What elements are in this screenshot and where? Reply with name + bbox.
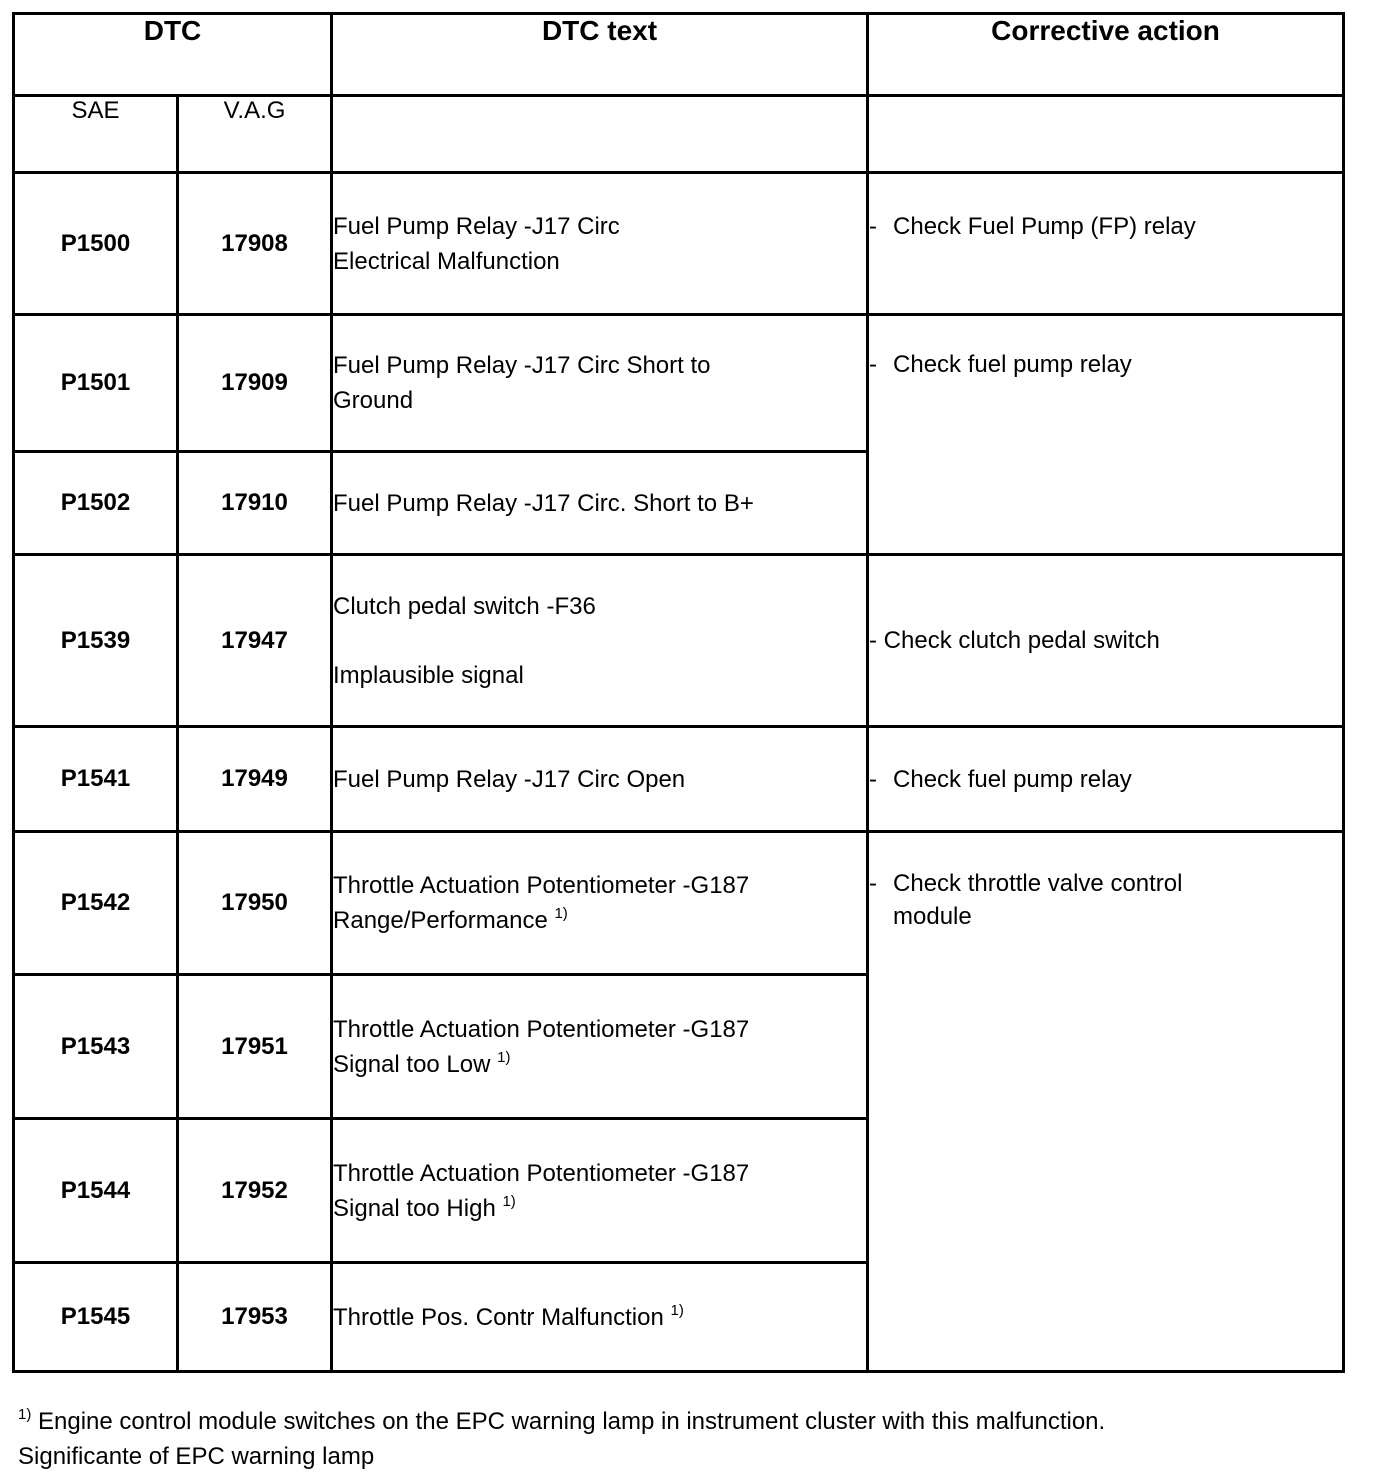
- dtc-text: [332, 315, 868, 452]
- header-dtc-text: DTC text: [332, 14, 868, 96]
- dtc-text-line: Throttle Actuation Potentiometer -G187: [333, 1159, 750, 1187]
- footnote-ref: 1): [670, 1301, 684, 1319]
- dtc-text-line: Fuel Pump Relay -J17 Circ: [333, 212, 620, 240]
- subheader-empty-text: [332, 96, 868, 173]
- dtc-text-line: Electrical Malfunction: [333, 247, 560, 275]
- dtc-text-line: Fuel Pump Relay -J17 Circ Short to: [333, 352, 711, 379]
- vag-code: 17950: [178, 832, 332, 975]
- dtc-text-line: Throttle Pos. Contr Malfunction: [333, 1303, 664, 1331]
- table-row: [14, 555, 1344, 727]
- action-text: Check fuel pump relay: [893, 765, 1132, 793]
- bullet-dash: -: [869, 765, 878, 793]
- table-row: [14, 832, 1344, 975]
- dtc-text-line: Signal too High: [333, 1194, 496, 1222]
- corrective-action: [868, 315, 1344, 555]
- footnote-ref: 1): [502, 1192, 516, 1210]
- sae-code: P1539: [14, 555, 178, 727]
- bullet-dash: -: [869, 870, 878, 897]
- sae-code: P1544: [14, 1119, 178, 1263]
- vag-code: 17947: [178, 555, 332, 727]
- subheader-sae: SAE: [14, 96, 178, 173]
- dtc-text: [332, 975, 868, 1119]
- corrective-action: [868, 727, 1344, 832]
- header-dtc: DTC: [14, 14, 332, 96]
- action-text: Check Fuel Pump (FP) relay: [893, 213, 1196, 240]
- vag-code: 17909: [178, 315, 332, 452]
- sae-code: P1543: [14, 975, 178, 1119]
- vag-code: 17910: [178, 452, 332, 555]
- dtc-text-line: Throttle Actuation Potentiometer -G187: [333, 1015, 750, 1043]
- dtc-text: [332, 832, 868, 975]
- subheader-vag: V.A.G: [178, 96, 332, 173]
- header-corrective-action: Corrective action: [868, 14, 1344, 96]
- table-row: [14, 315, 1344, 452]
- sae-code: P1545: [14, 1263, 178, 1372]
- dtc-text-line: Clutch pedal switch -F36: [333, 592, 596, 620]
- dtc-text: [332, 452, 868, 555]
- subheader-empty-action: [868, 96, 1344, 173]
- dtc-text: [332, 173, 868, 315]
- dtc-text-line: Throttle Actuation Potentiometer -G187: [333, 872, 750, 899]
- dtc-text-line: Fuel Pump Relay -J17 Circ Open: [333, 765, 686, 793]
- footnote-ref: 1): [554, 905, 568, 922]
- sae-code: P1502: [14, 452, 178, 555]
- dtc-text-line: Range/Performance: [333, 907, 548, 934]
- vag-code: 17949: [178, 727, 332, 832]
- corrective-action: [868, 832, 1344, 1372]
- corrective-action: [868, 173, 1344, 315]
- dtc-text: [332, 555, 868, 727]
- dtc-text: [332, 1263, 868, 1372]
- footnote-ref: 1): [497, 1048, 511, 1066]
- subheader-row: [14, 96, 1344, 173]
- dtc-text-line: Signal too Low: [333, 1050, 491, 1078]
- header-row: [14, 14, 1344, 96]
- dtc-text: [332, 727, 868, 832]
- table-row: [14, 173, 1344, 315]
- vag-code: 17953: [178, 1263, 332, 1372]
- action-text: - Check clutch pedal switch: [869, 627, 1160, 654]
- sae-code: P1541: [14, 727, 178, 832]
- bullet-dash: -: [869, 351, 878, 378]
- footnote: [18, 1404, 1118, 1474]
- sae-code: P1542: [14, 832, 178, 975]
- action-text: Check throttle valve control module: [893, 870, 1183, 930]
- sae-code: P1500: [14, 173, 178, 315]
- dtc-text-line: Ground: [333, 387, 414, 414]
- vag-code: 17908: [178, 173, 332, 315]
- dtc-text: [332, 1119, 868, 1263]
- corrective-action: [868, 555, 1344, 727]
- table-row: [14, 727, 1344, 832]
- vag-code: 17951: [178, 975, 332, 1119]
- action-text: Check fuel pump relay: [893, 351, 1132, 378]
- footnote-text: Engine control module switches on the EPC warning lamp in instrument cluster with this malfunction. Significante of EPC warning lamp: [18, 1408, 1106, 1470]
- bullet-dash: -: [869, 213, 878, 240]
- dtc-table: [12, 12, 1345, 1373]
- footnote-marker: 1): [18, 1406, 32, 1423]
- vag-code: 17952: [178, 1119, 332, 1263]
- dtc-text-line: Implausible signal: [333, 661, 524, 689]
- sae-code: P1501: [14, 315, 178, 452]
- dtc-text-line: Fuel Pump Relay -J17 Circ. Short to B+: [333, 489, 754, 517]
